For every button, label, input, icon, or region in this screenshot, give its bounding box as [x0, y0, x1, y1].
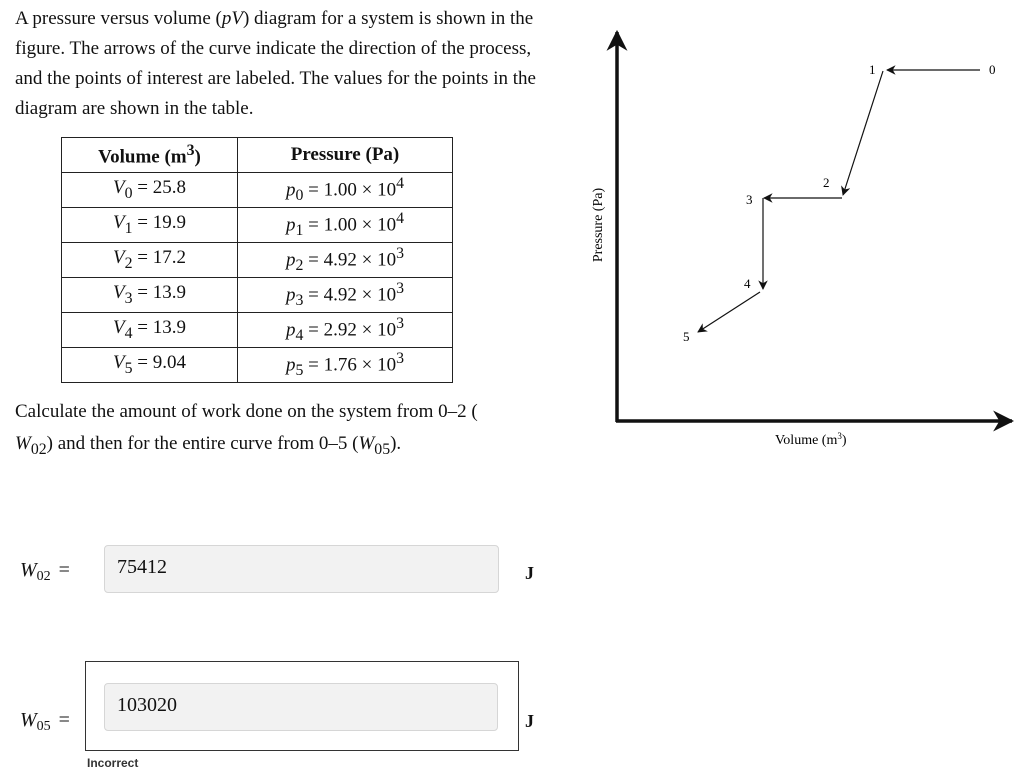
values-table	[61, 137, 453, 383]
table-row	[62, 313, 453, 348]
pressure-cell: $p_3 = 4.92 \times 10^3$	[238, 278, 453, 313]
point-label-3: 3	[746, 192, 753, 207]
y-axis-label: Pressure (Pa)	[591, 187, 606, 263]
point-label-2: 2	[823, 175, 830, 190]
point-label-5: 5	[683, 329, 690, 344]
problem-intro: A pressure versus volume (pV) diagram for a system is shown in the figure. The arrows of the curve indicate the direction of the process, and the points of interest are labeled. The values for the points in the diagram are shown in the table.	[15, 8, 536, 119]
pressure-cell: $p_0 = 1.00 \times 10^4$	[238, 173, 453, 208]
w02-label: $W_{02}$ =	[20, 559, 70, 584]
volume-cell: $V_4 = 13.9$	[62, 313, 238, 348]
volume-cell: $V_1 = 19.9$	[62, 208, 238, 243]
w02-input[interactable]: 75412	[104, 545, 499, 593]
table-row	[62, 348, 453, 383]
x-axis-label: Volume $(m^3)$	[775, 431, 847, 448]
table-row	[62, 278, 453, 313]
w05-label: $W_{05}$ =	[20, 709, 70, 734]
volume-cell: $V_0 = 25.8$	[62, 173, 238, 208]
table-row	[62, 208, 453, 243]
volume-cell: $V_5 = 9.04$	[62, 348, 238, 383]
volume-cell: $V_3 = 13.9$	[62, 278, 238, 313]
volume-header: Volume $(m^3)$	[62, 138, 238, 173]
volume-cell: $V_2 = 17.2$	[62, 243, 238, 278]
pressure-header: Pressure (Pa)	[238, 138, 453, 173]
pv-symbol: pV	[221, 8, 243, 29]
segment-4-5	[698, 292, 760, 332]
pressure-cell: $p_2 = 4.92 \times 10^3$	[238, 243, 453, 278]
point-label-4: 4	[744, 276, 751, 291]
w02-unit: J	[525, 563, 534, 583]
segment-1-2	[843, 71, 883, 195]
point-label-1: 1	[869, 62, 876, 77]
pressure-cell: $p_5 = 1.76 \times 10^3$	[238, 348, 453, 383]
w05-status-incorrect: Incorrect	[87, 756, 139, 770]
table-row	[62, 243, 453, 278]
table-row	[62, 173, 453, 208]
w05-unit: J	[525, 711, 534, 731]
pv-diagram	[580, 20, 1020, 460]
pressure-cell: $p_4 = 2.92 \times 10^3$	[238, 313, 453, 348]
pressure-cell: $p_1 = 1.00 \times 10^4$	[238, 208, 453, 243]
point-label-0: 0	[989, 62, 996, 77]
w05-input[interactable]: 103020	[104, 683, 498, 731]
table-header-row	[62, 138, 453, 173]
question-text: Calculate the amount of work done on the system from 0–2 ( $W_{02}$) and then for the entire curve from 0–5 $(W_{05})$.	[15, 401, 478, 458]
